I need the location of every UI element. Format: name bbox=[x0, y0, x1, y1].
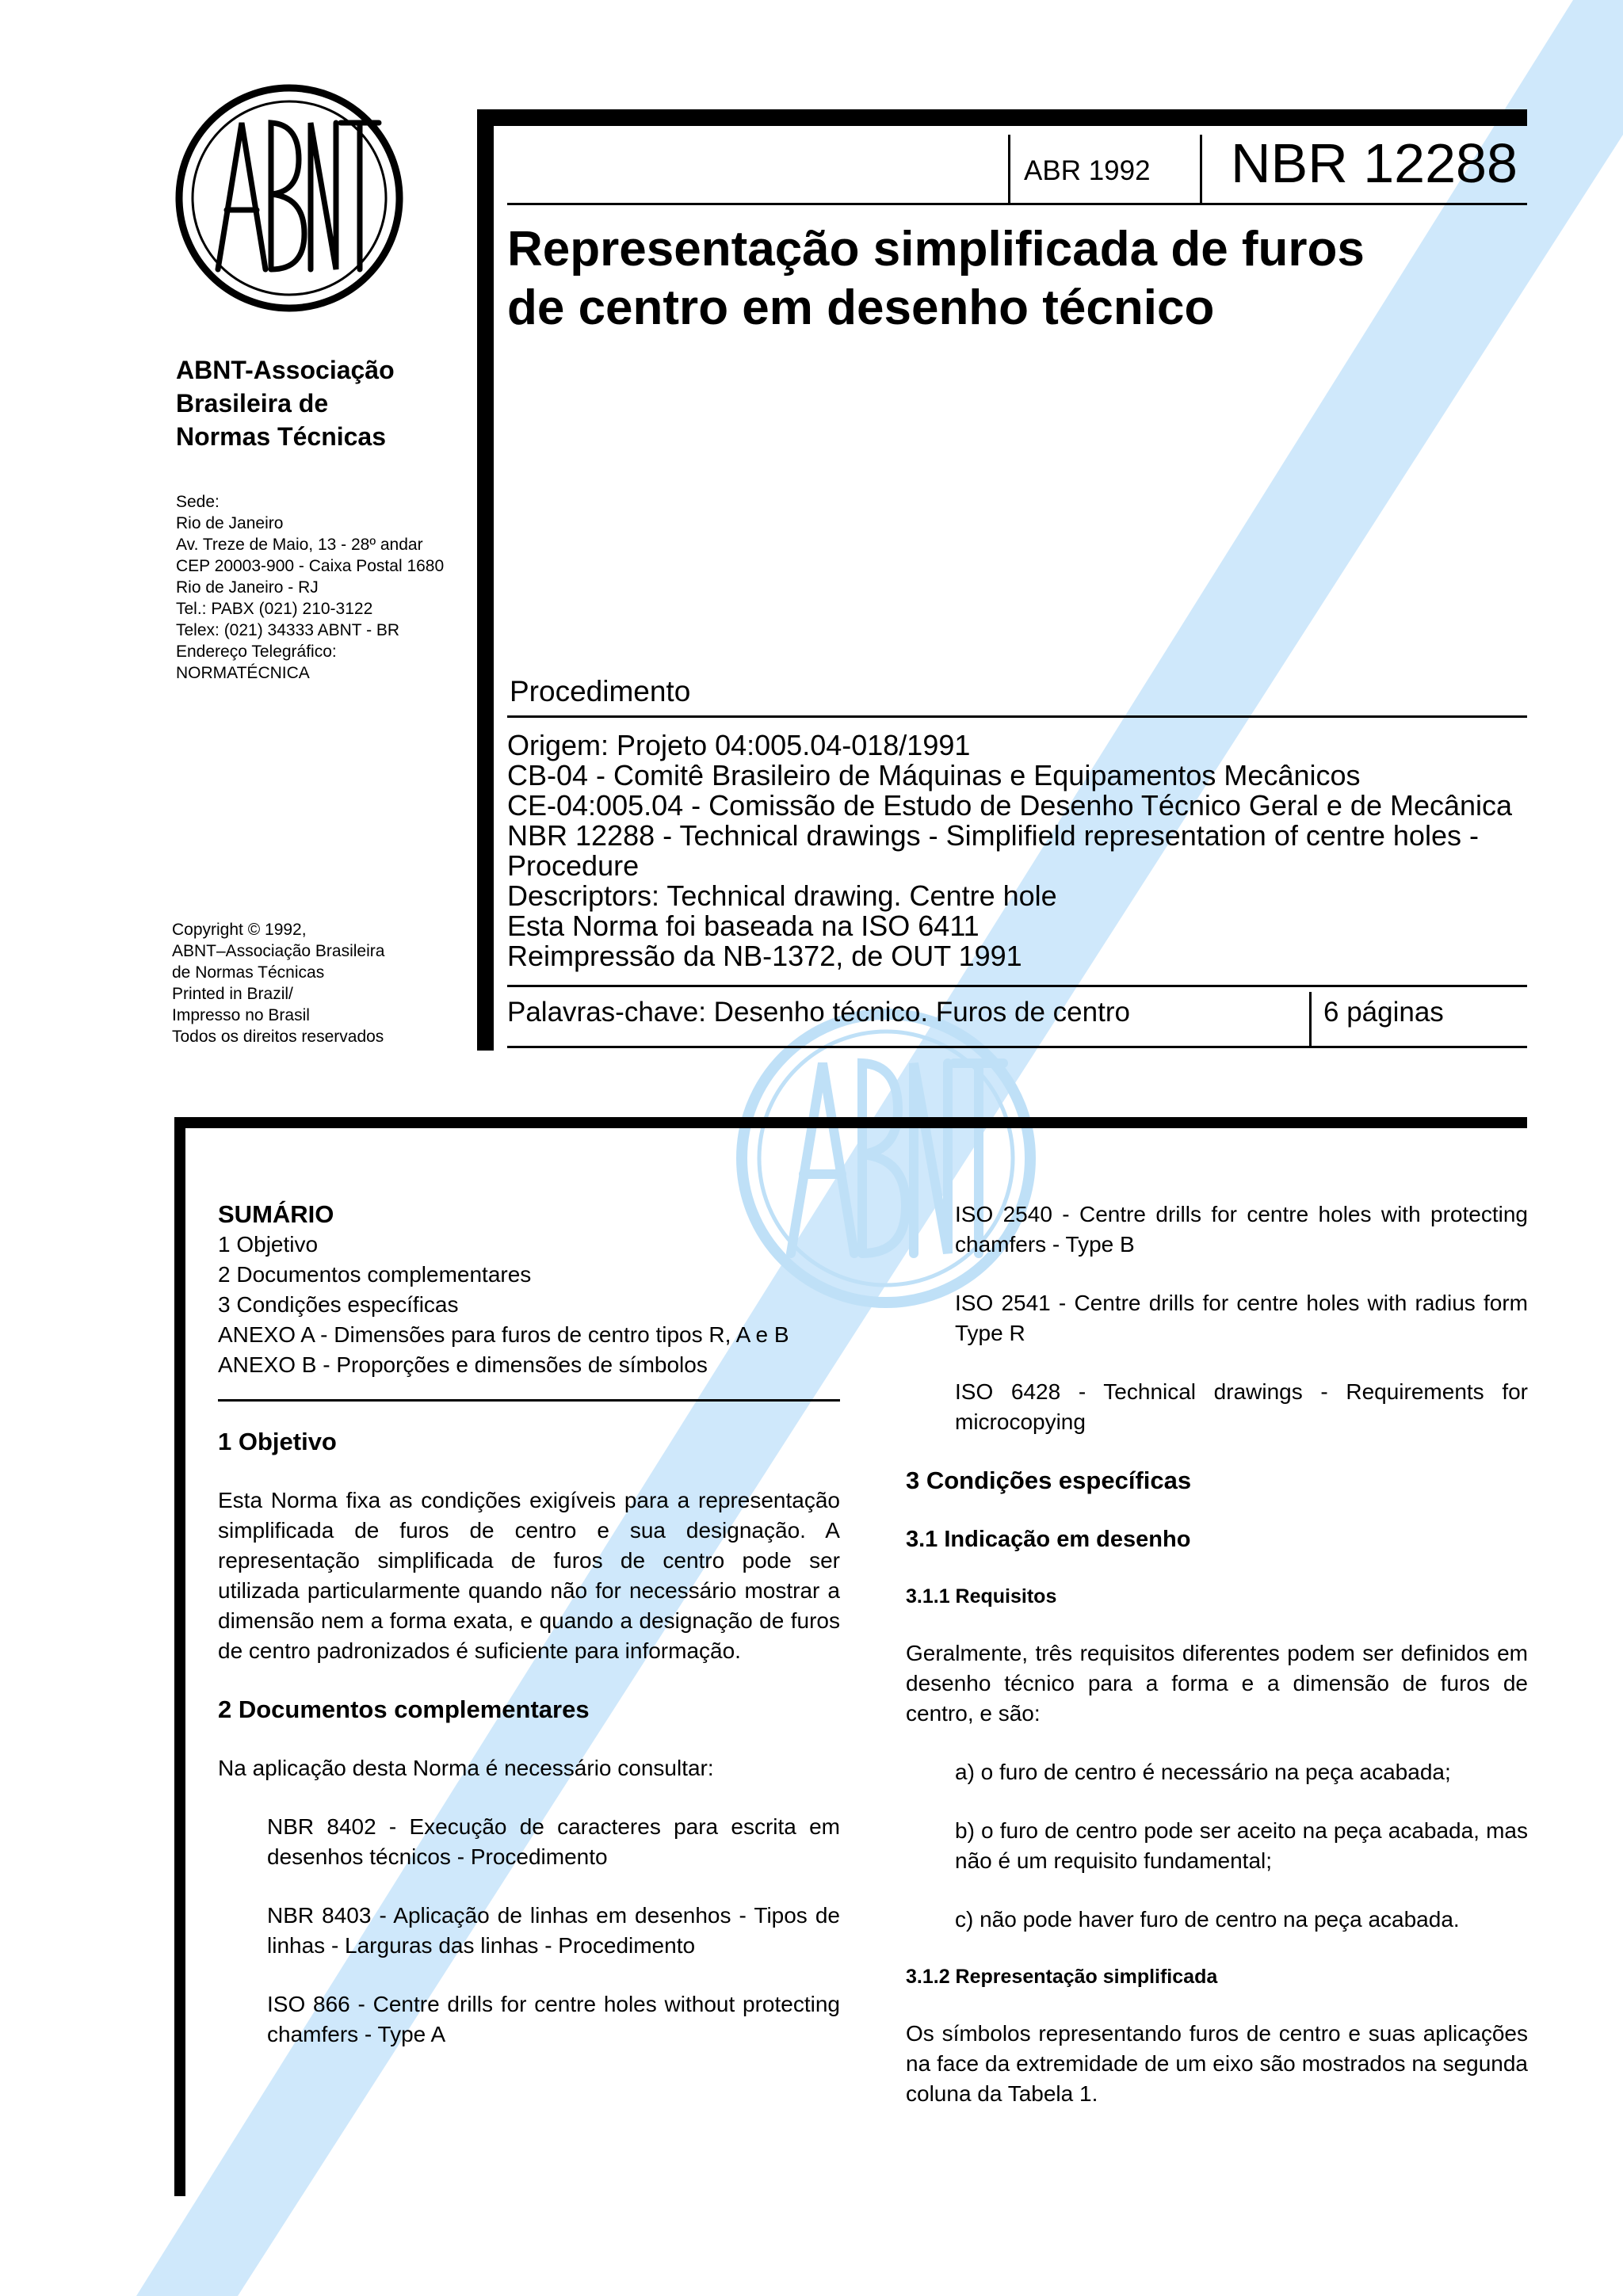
body-frame-vertical-bar bbox=[174, 1117, 185, 2196]
organization-name bbox=[176, 353, 395, 453]
address-line: Rio de Janeiro bbox=[176, 514, 284, 532]
section-2-heading: 2 Documentos complementares bbox=[218, 1695, 590, 1723]
origin-line: Reimpressão da NB-1372, de OUT 1991 bbox=[507, 940, 1022, 972]
summary-item: 1 Objetivo bbox=[218, 1232, 319, 1257]
summary-item: 2 Documentos complementares bbox=[218, 1262, 532, 1287]
copyright-line: ABNT–Associação Brasileira bbox=[172, 942, 385, 960]
left-column bbox=[218, 1199, 840, 2050]
header-divider bbox=[1008, 135, 1010, 204]
org-name-line: Normas Técnicas bbox=[176, 422, 387, 451]
requirement-item: a) o furo de centro é necessário na peça acabada; bbox=[955, 1760, 1451, 1784]
section-1-heading: 1 Objetivo bbox=[218, 1428, 337, 1455]
body-frame-horizontal-bar bbox=[174, 1117, 1527, 1128]
title-line: Representação simplificada de furos bbox=[507, 222, 1365, 277]
org-name-line: ABNT-Associação bbox=[176, 356, 395, 384]
title-line: de centro em desenho técnico bbox=[507, 280, 1215, 335]
standard-number: NBR 12288 bbox=[1231, 132, 1518, 194]
header-frame-horizontal-bar bbox=[477, 109, 1527, 126]
header-frame-vertical-bar bbox=[477, 109, 494, 1051]
abnt-logo bbox=[174, 83, 404, 313]
address-line: Av. Treze de Maio, 13 - 28º andar bbox=[176, 536, 423, 554]
copyright-line: Impresso no Brasil bbox=[172, 1006, 310, 1024]
reference-item: ISO 2541 - Centre drills for centre holes with radius form Type R bbox=[955, 1291, 1528, 1345]
reference-item: ISO 2540 - Centre drills for centre holes with protecting chamfers - Type B bbox=[955, 1202, 1528, 1257]
section-3-1-1-text: Geralmente, três requisitos diferentes podem ser definidos em desenho técnico para a forma e a dimensão de furos de centro, e são: bbox=[906, 1641, 1528, 1726]
address-line: Rio de Janeiro - RJ bbox=[176, 578, 319, 597]
reference-item: NBR 8403 - Aplicação de linhas em desenhos - Tipos de linhas - Larguras das linhas - Procedimento bbox=[267, 1903, 840, 1958]
copyright-notice bbox=[172, 919, 384, 1047]
keywords: Palavras-chave: Desenho técnico. Furos de centro bbox=[507, 997, 1130, 1028]
summary-rule bbox=[218, 1399, 840, 1402]
reference-item: ISO 6428 - Technical drawings - Requirements for microcopying bbox=[955, 1379, 1528, 1434]
section-1-text: Esta Norma fixa as condições exigíveis para a representação simplificada de furos de centro e sua designação. A representação simplificada de furos de centro pode ser utilizada particularmente quando não for necessário mostrar a dimensão nem a forma exata, e quando a designação de furos de centro padronizados é suficiente para informação. bbox=[218, 1488, 840, 1663]
document-type: Procedimento bbox=[510, 675, 691, 707]
right-column bbox=[906, 1199, 1528, 2109]
header-rule bbox=[507, 203, 1527, 205]
section-3-1-1-heading: 3.1.1 Requisitos bbox=[906, 1585, 1057, 1608]
reference-item: NBR 8402 - Execução de caracteres para escrita em desenhos técnicos - Procedimento bbox=[267, 1814, 840, 1869]
address-line: Tel.: PABX (021) 210-3122 bbox=[176, 600, 373, 618]
origin-line: Descriptors: Technical drawing. Centre hole bbox=[507, 879, 1057, 912]
page-count: 6 páginas bbox=[1323, 997, 1444, 1028]
copyright-line: Copyright © 1992, bbox=[172, 921, 307, 939]
address-line: CEP 20003-900 - Caixa Postal 1680 bbox=[176, 557, 445, 575]
copyright-line: de Normas Técnicas bbox=[172, 963, 325, 982]
origin-line: Esta Norma foi baseada na ISO 6411 bbox=[507, 910, 980, 942]
section-3-1-heading: 3.1 Indicação em desenho bbox=[906, 1527, 1191, 1552]
address-line: Sede: bbox=[176, 493, 220, 511]
address-line: Telex: (021) 34333 ABNT - BR bbox=[176, 621, 400, 639]
origin-line: CB-04 - Comitê Brasileiro de Máquinas e Equipamentos Mecânicos bbox=[507, 759, 1361, 791]
origin-line: CE-04:005.04 - Comissão de Estudo de Desenho Técnico Geral e de Mecânica bbox=[507, 789, 1513, 822]
header-bottom-rule bbox=[507, 1046, 1527, 1048]
address-line: Endereço Telegráfico: bbox=[176, 643, 337, 661]
section-3-1-2-text: Os símbolos representando furos de centro e suas aplicações na face da extremidade de um eixo são mostrados na segunda coluna da Tabela 1. bbox=[906, 2021, 1528, 2106]
section-3-heading: 3 Condições específicas bbox=[906, 1466, 1192, 1494]
copyright-line: Todos os direitos reservados bbox=[172, 1028, 384, 1046]
document-type-rule bbox=[507, 715, 1527, 718]
header-divider bbox=[1200, 135, 1202, 204]
summary-heading: SUMÁRIO bbox=[218, 1200, 334, 1228]
section-3-1-2-heading: 3.1.2 Representação simplificada bbox=[906, 1966, 1218, 1988]
origin-line: Procedure bbox=[507, 849, 640, 882]
origin-block bbox=[507, 730, 1512, 971]
origin-line: NBR 12288 - Technical drawings - Simplifield representation of centre holes - bbox=[507, 819, 1479, 852]
document-title bbox=[507, 220, 1365, 338]
keywords-rule bbox=[507, 985, 1527, 987]
summary-item: ANEXO A - Dimensões para furos de centro tipos R, A e B bbox=[218, 1322, 789, 1347]
address-line: NORMATÉCNICA bbox=[176, 664, 310, 682]
publication-date: ABR 1992 bbox=[1024, 155, 1151, 186]
keywords-divider bbox=[1309, 992, 1312, 1047]
requirement-item: b) o furo de centro pode ser aceito na peça acabada, mas não é um requisito fundamental; bbox=[955, 1818, 1528, 1873]
organization-address bbox=[176, 491, 444, 684]
section-2-intro: Na aplicação desta Norma é necessário consultar: bbox=[218, 1756, 714, 1780]
reference-item: ISO 866 - Centre drills for centre holes without protecting chamfers - Type A bbox=[267, 1992, 840, 2046]
org-name-line: Brasileira de bbox=[176, 389, 329, 418]
copyright-line: Printed in Brazil/ bbox=[172, 985, 293, 1003]
requirement-item: c) não pode haver furo de centro na peça acabada. bbox=[955, 1907, 1460, 1932]
summary-item: ANEXO B - Proporções e dimensões de símbolos bbox=[218, 1352, 708, 1377]
summary-item: 3 Condições específicas bbox=[218, 1292, 459, 1317]
origin-line: Origem: Projeto 04:005.04-018/1991 bbox=[507, 729, 971, 761]
